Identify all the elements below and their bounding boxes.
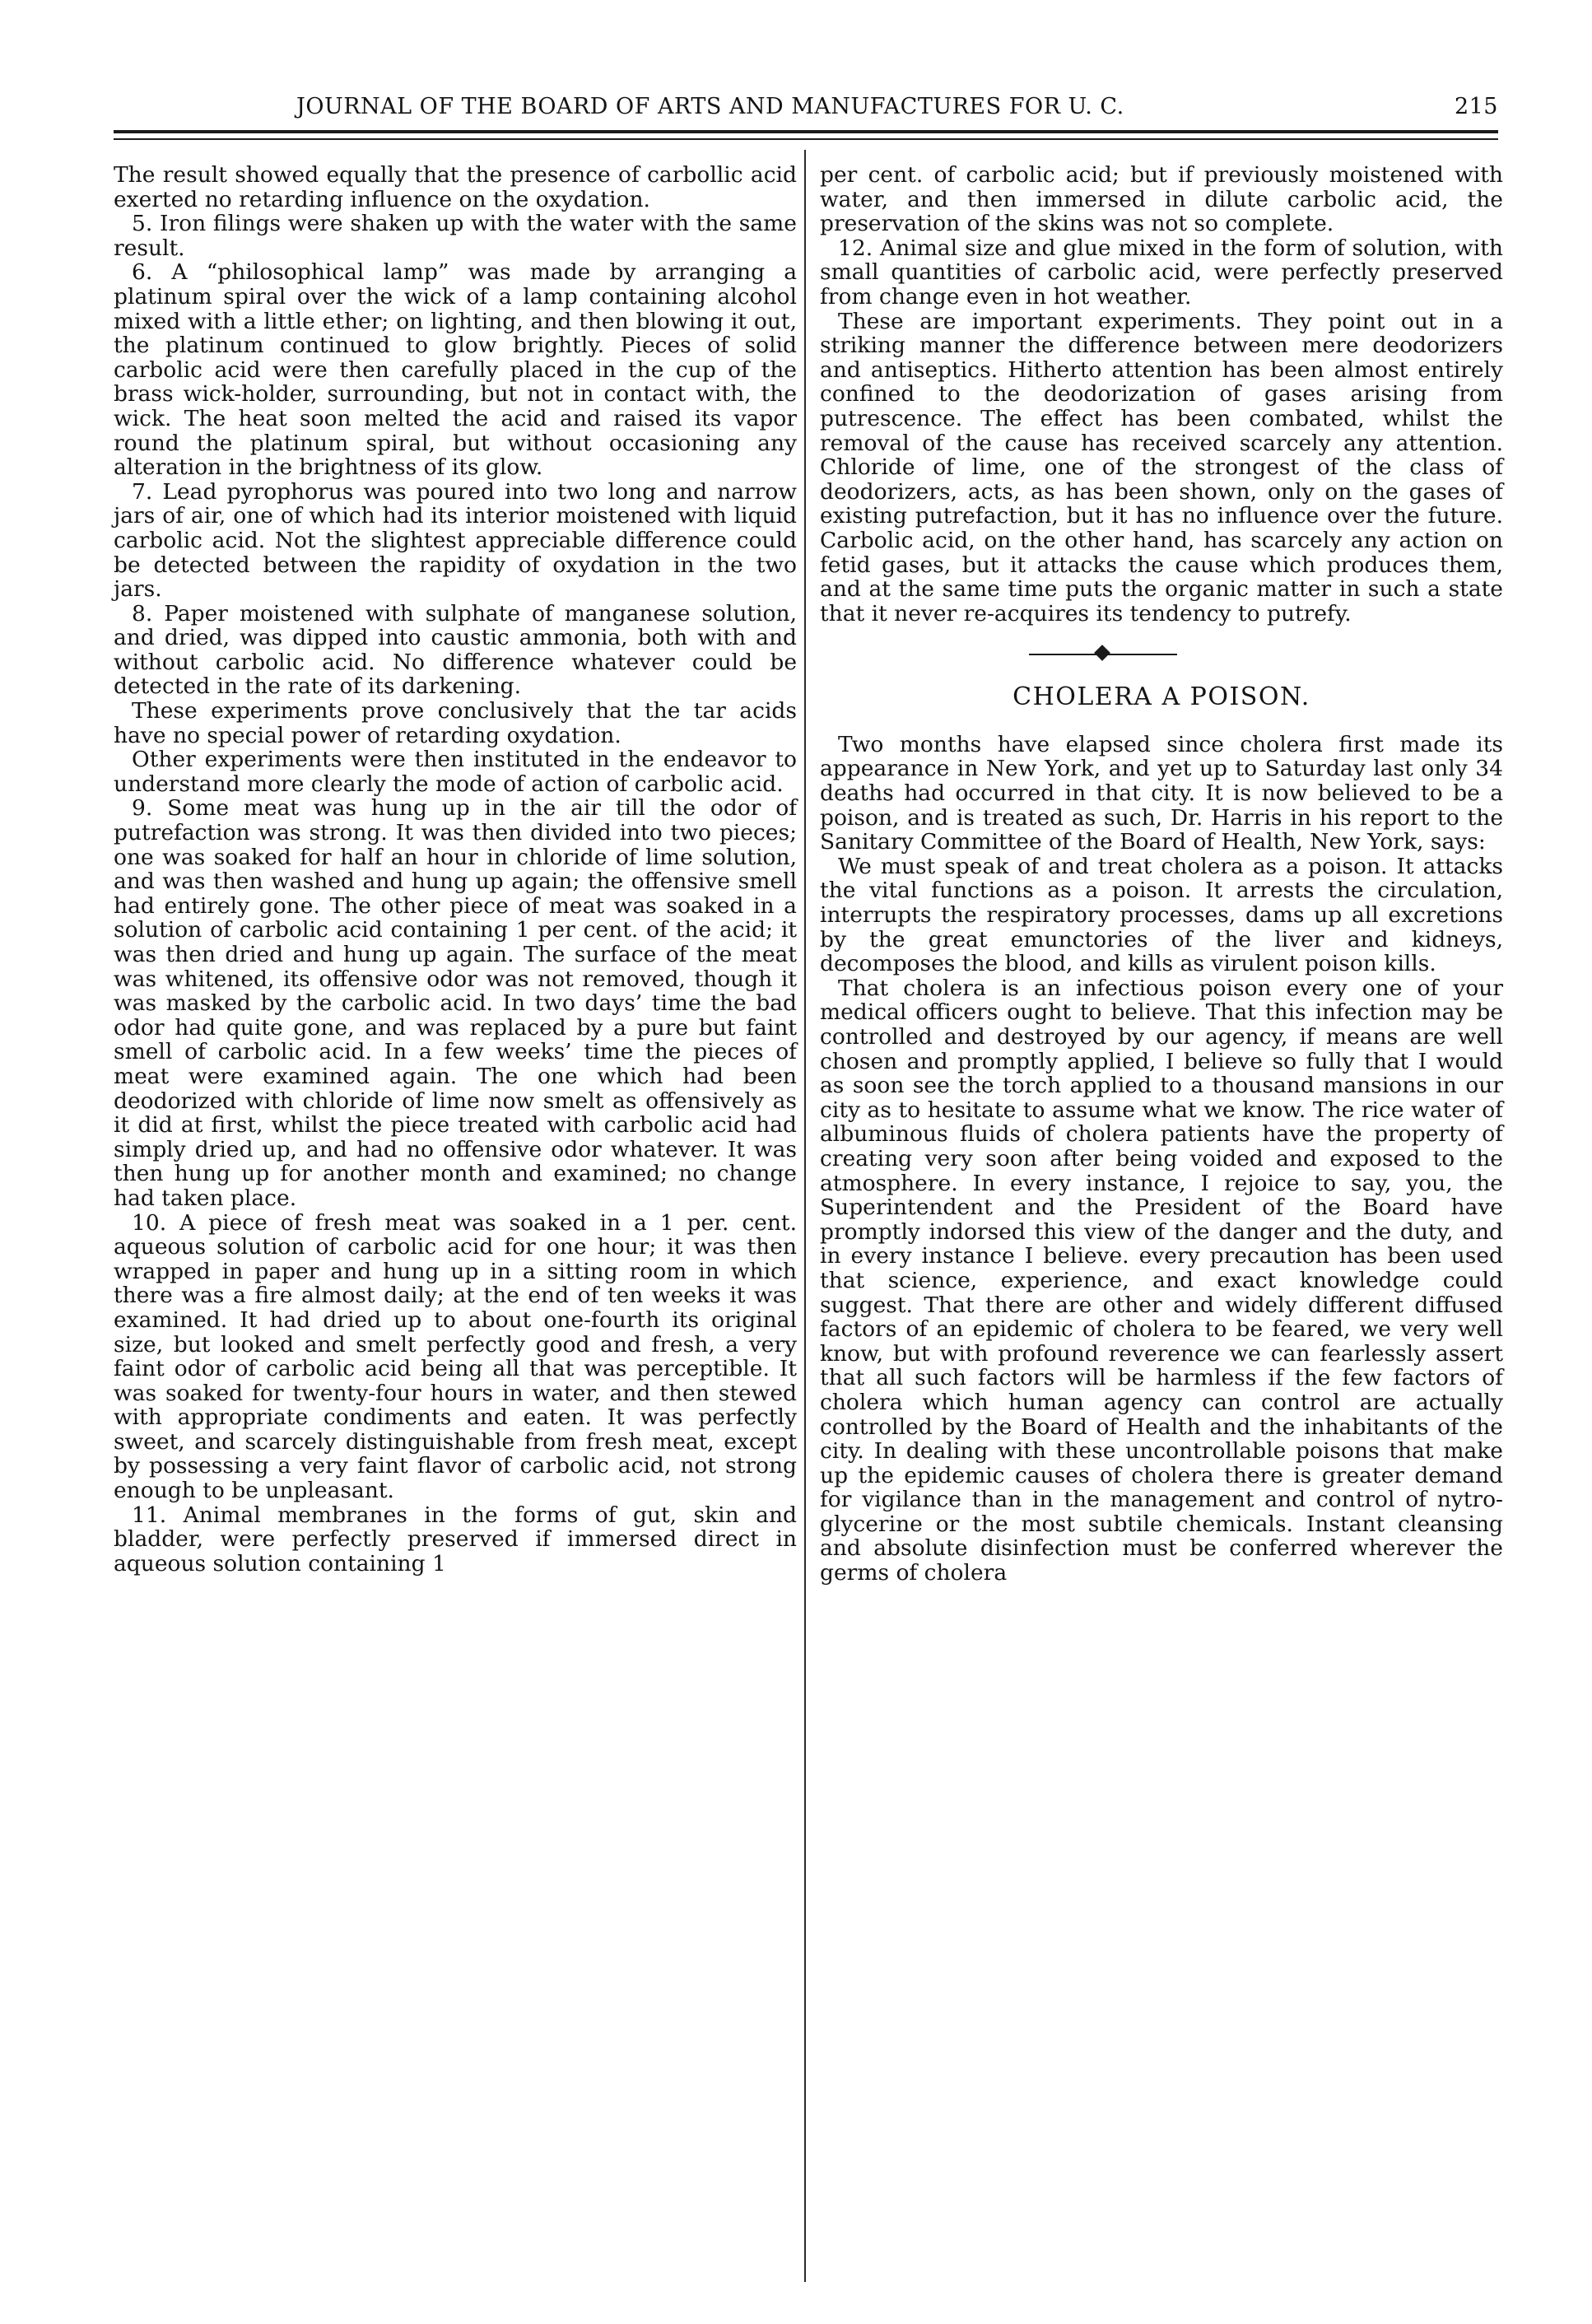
paragraph: 6. A “philosophical lamp” was made by arranging a platinum spiral over the wick of a lamp containing alcohol mixed with a little ether; on lighting, and then blowing it out, the platinum continued to glow brightly. Pieces of solid carbolic acid were then carefully placed in the cup of the brass wick-holder, surrounding, but not in contact with, the wick. The heat soon melted the acid and raised its vapor round the platinum spiral, but without occasioning any alteration in the brightness of its glow.: [114, 259, 797, 481]
right-column-top: [820, 163, 1503, 626]
ornament-diamond: [1094, 645, 1110, 661]
header-rule-thick: [114, 130, 1498, 133]
paragraph: Two months have elapsed since cholera first made its appearance in New York, and yet up to Saturday last only 34 deaths had occurred in that city. It is now believed to be a poison, and is treated as such, Dr. Harris in his report to the Sanitary Committee of the Board of Health, New York, says:: [820, 731, 1503, 855]
right-column: [820, 163, 1503, 1586]
paragraph: 5. Iron filings were shaken up with the water with the same result.: [114, 211, 797, 261]
paragraph: The result showed equally that the presence of carbollic acid exerted no retarding influence on the oxydation.: [114, 162, 797, 212]
paragraph: These are important experiments. They point out in a striking manner the difference between mere deodorizers and antiseptics. Hitherto attention has been almost entirely confined to the deodorization of gases arising from putrescence. The effect has been combated, whilst the removal of the cause has received scarcely any attention. Chloride of lime, one of the strongest of the class of deodorizers, acts, as has been shown, only on the gases of existing putrefaction, but it has no influence over the future. Carbolic acid, on the other hand, has scarcely any action on fetid gases, but it attacks the cause which produces them, and at the same time puts the organic matter in such a state that it never re-acquires its tendency to putrefy.: [820, 308, 1503, 626]
section-ornament: [820, 626, 1503, 685]
paragraph: per cent. of carbolic acid; but if previously moistened with water, and then immersed in dilute carbolic acid, the preservation of the skins was not so complete.: [820, 162, 1503, 237]
right-column-bottom: [820, 733, 1503, 1586]
left-column: [114, 163, 797, 1576]
paragraph: 8. Paper moistened with sulphate of manganese solution, and dried, was dipped into caustic ammonia, both with and without carbolic acid. No difference whatever could be detected in the rate of its darkening.: [114, 600, 797, 700]
article-heading: CHOLERA A POISON.: [1012, 682, 1310, 712]
paragraph: 11. Animal membranes in the forms of gut, skin and bladder, were perfectly preserved if immersed direct in aqueous solution containing 1: [114, 1502, 797, 1577]
paragraph: 7. Lead pyrophorus was poured into two long and narrow jars of air, one of which had its interior moistened with liquid carbolic acid. Not the slightest appreciable difference could be detected between the rapidity of oxydation in the two jars.: [114, 478, 797, 603]
paragraph: 12. Animal size and glue mixed in the form of solution, with small quantities of carbolic acid, were perfectly preserved from change even in hot weather.: [820, 235, 1503, 310]
paragraph: That cholera is an infectious poison every one of your medical officers ought to believe. That this infection may be controlled and destroyed by our agency, if means are well chosen and promptly applied, I believe so fully that I would as soon see the torch applied to a thousand mansions in our city as to hesitate to assume what we know. The rice water of albuminous fluids of cholera patients have the property of creating very soon after being voided and exposed to the atmosphere. In every instance, I rejoice to say, you, the Superintendent and the President of the Board have promptly indorsed this view of the danger and the duty, and in every instance I believe. every precaution has been used that science, experience, and exact knowledge could suggest. That there are other and widely different diffused factors of an epidemic of cholera to be feared, we very well know, but with profound reverence we can fearlessly assert that all such factors will be harmless if the few factors of cholera which human agency can control are actually controlled by the Board of Health and the inhabitants of the city. In dealing with these uncontrollable poisons that make up the epidemic causes of cholera there is greater demand for vigilance than in the management and control of nytro-glycerine or the most subtile chemicals. Instant cleansing and absolute disinfection must be conferred wherever the germs of cholera: [820, 975, 1503, 1586]
column-divider: [804, 150, 806, 2282]
running-header: [114, 89, 1498, 127]
journal-title: JOURNAL OF THE BOARD OF ARTS AND MANUFACTURES FOR U. C.: [296, 94, 1124, 119]
page-number: 215: [1454, 94, 1498, 119]
header-rule-thin: [114, 138, 1498, 140]
paragraph: We must speak of and treat cholera as a poison. It attacks the vital functions as a poison. It arrests the circulation, interrupts the respiratory processes, dams up all excretions by the great emunctories of the liver and kidneys, decomposes the blood, and kills as virulent poison kills.: [820, 853, 1503, 977]
paragraph: Other experiments were then instituted in the endeavor to understand more clearly the mode of action of carbolic acid.: [114, 747, 797, 797]
paragraph: 10. A piece of fresh meat was soaked in a 1 per. cent. aqueous solution of carbolic acid for one hour; it was then wrapped in paper and hung up in a sitting room in which there was a fire almost daily; at the end of ten weeks it was examined. It had dried up to about one-fourth its original size, but looked and smelt perfectly good and fresh, a very faint odor of carbolic acid being all that was perceptible. It was soaked for twenty-four hours in water, and then stewed with appropriate condiments and eaten. It was perfectly sweet, and scarcely distinguishable from fresh meat, except by possessing a very faint flavor of carbolic acid, not strong enough to be unpleasant.: [114, 1209, 797, 1504]
paragraph: 9. Some meat was hung up in the air till the odor of putrefaction was strong. It was then divided into two pieces; one was soaked for half an hour in chloride of lime solution, and was then washed and hung up again; the offensive smell had entirely gone. The other piece of meat was soaked in a solution of carbolic acid containing 1 per cent. of the acid; it was then dried and hung up again. The surface of the meat was whitened, its offensive odor was not removed, though it was masked by the carbolic acid. In two days’ time the bad odor had quite gone, and was replaced by a pure but faint smell of carbolic acid. In a few weeks’ time the pieces of meat were examined again. The one which had been deodorized with chloride of lime now smelt as offensively as it did at first, whilst the piece treated with carbolic acid had simply dried up, and had no offensive odor whatever. It was then hung up for another month and examined; no change had taken place.: [114, 795, 797, 1211]
paragraph: These experiments prove conclusively that the tar acids have no special power of retarding oxydation.: [114, 698, 797, 748]
